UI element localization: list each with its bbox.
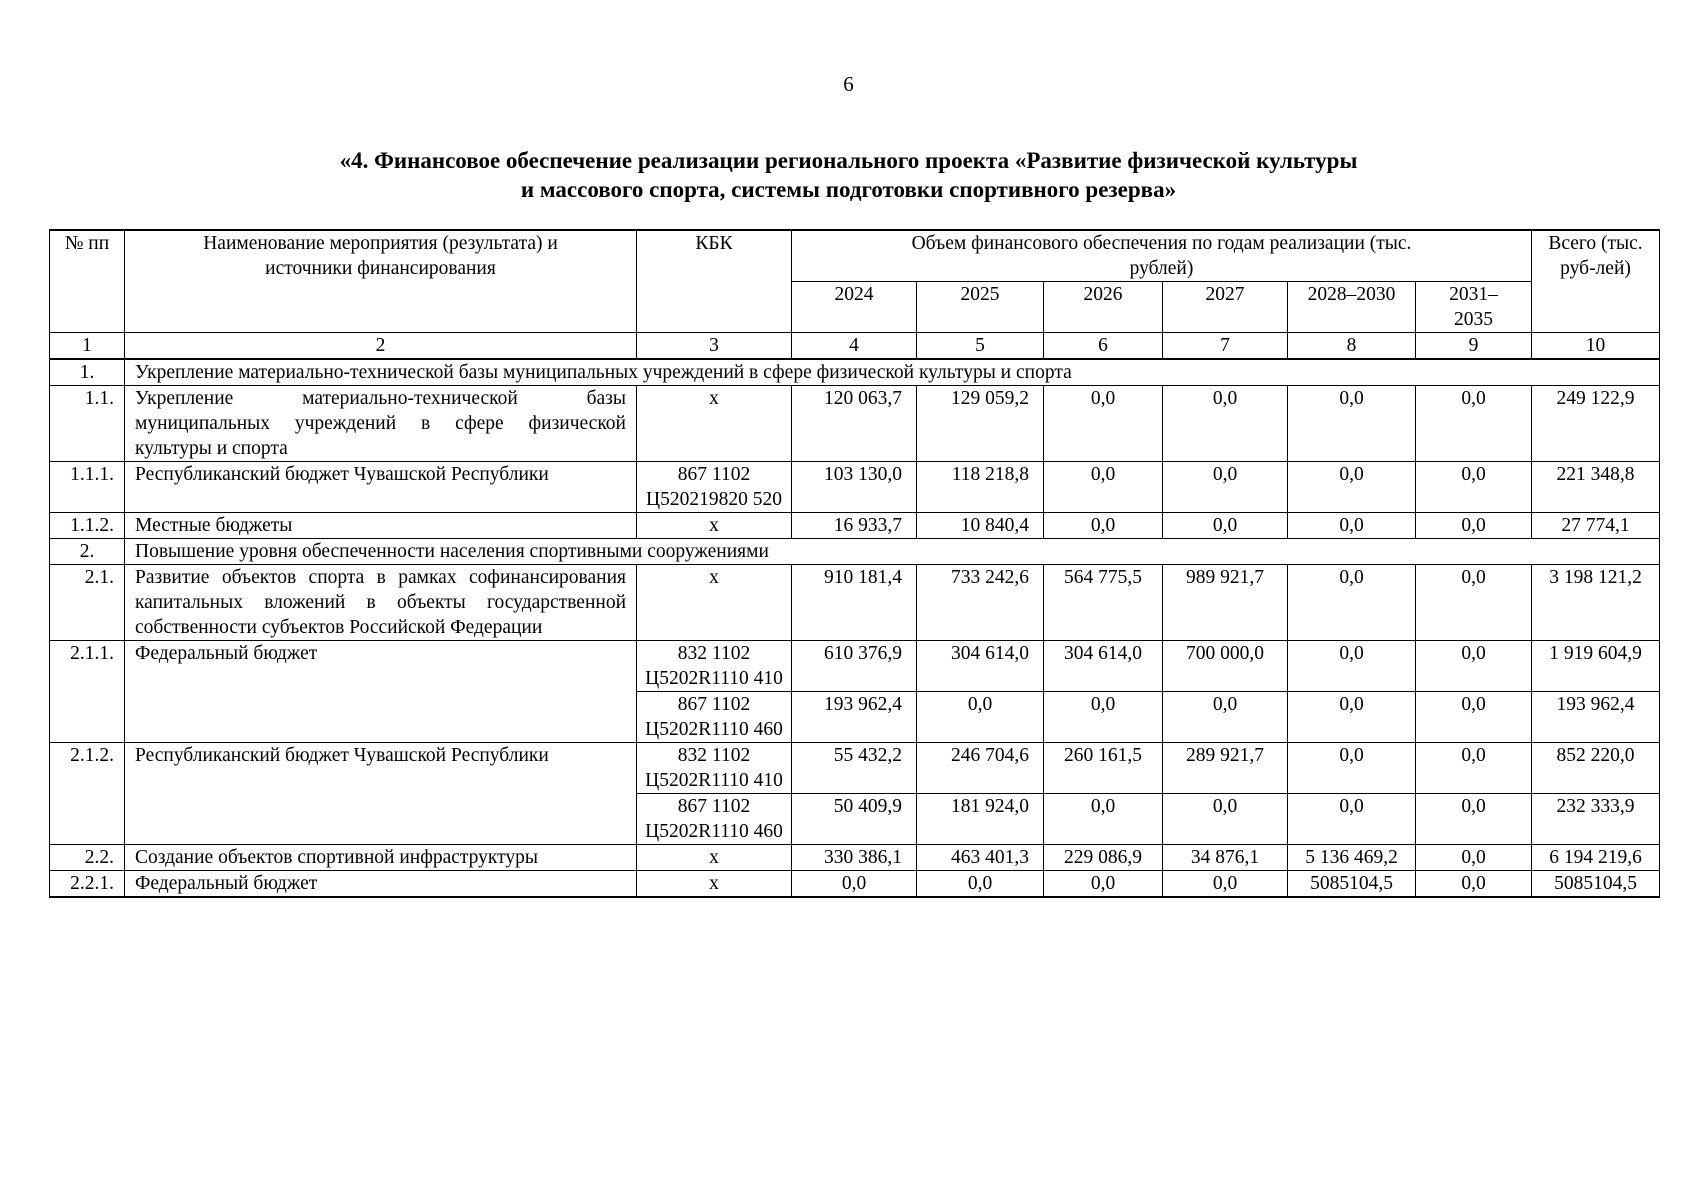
row-value: 229 086,9 [1044, 845, 1163, 871]
document-title-line-2: и массового спорта, системы подготовки спортивного резерва» [520, 177, 1177, 202]
row-value: 0,0 [1416, 641, 1532, 692]
row-value: 0,0 [1288, 513, 1416, 539]
row-value: 0,0 [917, 692, 1044, 743]
table-row [50, 386, 1660, 462]
row-kbk: 832 1102 Ц5202R1110 410 [637, 743, 792, 794]
row-value: 0,0 [1416, 845, 1532, 871]
row-kbk: х [637, 871, 792, 898]
row-value: 193 962,4 [792, 692, 917, 743]
row-num: 1.1.1. [50, 462, 125, 513]
row-name: Укрепление материально-технической базы муниципальных учреждений в сфере физической культуры и спорта [125, 386, 637, 462]
row-value: 0,0 [1163, 871, 1288, 898]
row-value: 989 921,7 [1163, 565, 1288, 641]
row-value: 564 775,5 [1044, 565, 1163, 641]
row-name: Развитие объектов спорта в рамках софинансирования капитальных вложений в объекты государственной собственности субъектов Российской Федерации [125, 565, 637, 641]
row-value: 0,0 [1044, 386, 1163, 462]
column-number: 2 [125, 333, 637, 360]
section-title: Повышение уровня обеспеченности населения спортивными сооружениями [125, 539, 1660, 565]
row-value: 304 614,0 [917, 641, 1044, 692]
row-value: 118 218,8 [917, 462, 1044, 513]
header-year: 2026 [1044, 282, 1163, 333]
row-total: 27 774,1 [1532, 513, 1660, 539]
column-number: 7 [1163, 333, 1288, 360]
section-num: 1. [50, 359, 125, 386]
row-value: 260 161,5 [1044, 743, 1163, 794]
row-value: 0,0 [792, 871, 917, 898]
row-value: 0,0 [1416, 513, 1532, 539]
row-value: 0,0 [1416, 462, 1532, 513]
row-value: 463 401,3 [917, 845, 1044, 871]
row-value: 0,0 [1288, 692, 1416, 743]
row-value: 304 614,0 [1044, 641, 1163, 692]
row-kbk: 867 1102 Ц5202R1110 460 [637, 794, 792, 845]
row-name: Республиканский бюджет Чувашской Республики [125, 462, 637, 513]
row-name: Создание объектов спортивной инфраструктуры [125, 845, 637, 871]
row-value: 246 704,6 [917, 743, 1044, 794]
row-total: 3 198 121,2 [1532, 565, 1660, 641]
row-name: Республиканский бюджет Чувашской Республики [125, 743, 637, 845]
row-num: 2.1. [50, 565, 125, 641]
row-value: 0,0 [1044, 513, 1163, 539]
row-value: 0,0 [1163, 692, 1288, 743]
column-number: 9 [1416, 333, 1532, 360]
row-value: 0,0 [1416, 386, 1532, 462]
row-value: 181 924,0 [917, 794, 1044, 845]
row-total: 852 220,0 [1532, 743, 1660, 794]
row-value: 330 386,1 [792, 845, 917, 871]
column-number: 6 [1044, 333, 1163, 360]
page-number: 6 [843, 72, 854, 96]
row-value: 0,0 [1288, 743, 1416, 794]
row-kbk: 867 1102 Ц5202R1110 460 [637, 692, 792, 743]
row-value: 0,0 [1416, 743, 1532, 794]
row-value: 0,0 [917, 871, 1044, 898]
row-value: 0,0 [1163, 513, 1288, 539]
section-title: Укрепление материально-технической базы муниципальных учреждений в сфере физической культуры и спорта [125, 359, 1660, 386]
header-num: № пп [50, 230, 125, 333]
row-value: 55 432,2 [792, 743, 917, 794]
header-volume: Объем финансового обеспечения по годам реализации (тыс. рублей) [792, 230, 1532, 282]
table-row [50, 462, 1660, 513]
header-total: Всего (тыс. руб-лей) [1532, 230, 1660, 333]
row-total: 193 962,4 [1532, 692, 1660, 743]
row-kbk: х [637, 513, 792, 539]
row-name: Федеральный бюджет [125, 641, 637, 743]
financing-table [49, 229, 1660, 898]
row-value: 5085104,5 [1288, 871, 1416, 898]
row-value: 0,0 [1163, 794, 1288, 845]
row-value: 0,0 [1163, 462, 1288, 513]
row-value: 120 063,7 [792, 386, 917, 462]
row-value: 0,0 [1288, 462, 1416, 513]
row-kbk: х [637, 565, 792, 641]
row-value: 0,0 [1044, 462, 1163, 513]
header-year: 2028–2030 [1288, 282, 1416, 333]
column-number: 10 [1532, 333, 1660, 360]
row-value: 0,0 [1044, 871, 1163, 898]
row-value: 700 000,0 [1163, 641, 1288, 692]
document-title-line-1: «4. Финансовое обеспечение реализации регионального проекта «Развитие физической культуры [339, 148, 1358, 173]
row-value: 0,0 [1416, 794, 1532, 845]
column-number: 3 [637, 333, 792, 360]
row-num: 1.1. [50, 386, 125, 462]
column-number: 5 [917, 333, 1044, 360]
row-value: 0,0 [1288, 641, 1416, 692]
section-num: 2. [50, 539, 125, 565]
header-name: Наименование мероприятия (результата) и источники финансирования [125, 230, 637, 333]
row-num: 1.1.2. [50, 513, 125, 539]
row-total: 232 333,9 [1532, 794, 1660, 845]
table-row [50, 641, 1660, 692]
row-value: 5 136 469,2 [1288, 845, 1416, 871]
header-year: 2031–2035 [1416, 282, 1532, 333]
row-value: 0,0 [1416, 871, 1532, 898]
table-row [50, 743, 1660, 794]
row-num: 2.2.1. [50, 871, 125, 898]
row-value: 103 130,0 [792, 462, 917, 513]
section-row [50, 539, 1660, 565]
row-value: 0,0 [1044, 794, 1163, 845]
header-year: 2025 [917, 282, 1044, 333]
row-num: 2.1.2. [50, 743, 125, 845]
row-value: 34 876,1 [1163, 845, 1288, 871]
row-value: 289 921,7 [1163, 743, 1288, 794]
row-total: 1 919 604,9 [1532, 641, 1660, 692]
row-kbk: х [637, 845, 792, 871]
header-year: 2027 [1163, 282, 1288, 333]
document-title [0, 146, 1697, 204]
table-row [50, 845, 1660, 871]
row-value: 0,0 [1416, 692, 1532, 743]
row-kbk: 832 1102 Ц5202R1110 410 [637, 641, 792, 692]
row-total: 5085104,5 [1532, 871, 1660, 898]
header-year: 2024 [792, 282, 917, 333]
row-num: 2.1.1. [50, 641, 125, 743]
row-value: 50 409,9 [792, 794, 917, 845]
row-value: 16 933,7 [792, 513, 917, 539]
row-num: 2.2. [50, 845, 125, 871]
row-value: 0,0 [1288, 794, 1416, 845]
row-kbk: 867 1102 Ц520219820 520 [637, 462, 792, 513]
column-number: 8 [1288, 333, 1416, 360]
header-row [50, 230, 1660, 282]
header-kbk: КБК [637, 230, 792, 333]
column-numbers-row [50, 333, 1660, 360]
section-row [50, 359, 1660, 386]
row-value: 610 376,9 [792, 641, 917, 692]
column-number: 1 [50, 333, 125, 360]
row-value: 0,0 [1416, 565, 1532, 641]
row-value: 0,0 [1288, 565, 1416, 641]
row-value: 0,0 [1288, 386, 1416, 462]
row-total: 249 122,9 [1532, 386, 1660, 462]
row-value: 910 181,4 [792, 565, 917, 641]
row-value: 10 840,4 [917, 513, 1044, 539]
row-value: 0,0 [1163, 386, 1288, 462]
table-row [50, 513, 1660, 539]
table-row [50, 565, 1660, 641]
column-number: 4 [792, 333, 917, 360]
row-total: 221 348,8 [1532, 462, 1660, 513]
row-kbk: х [637, 386, 792, 462]
row-total: 6 194 219,6 [1532, 845, 1660, 871]
row-name: Местные бюджеты [125, 513, 637, 539]
row-value: 733 242,6 [917, 565, 1044, 641]
row-value: 129 059,2 [917, 386, 1044, 462]
table-row [50, 871, 1660, 898]
row-name: Федеральный бюджет [125, 871, 637, 898]
row-value: 0,0 [1044, 692, 1163, 743]
